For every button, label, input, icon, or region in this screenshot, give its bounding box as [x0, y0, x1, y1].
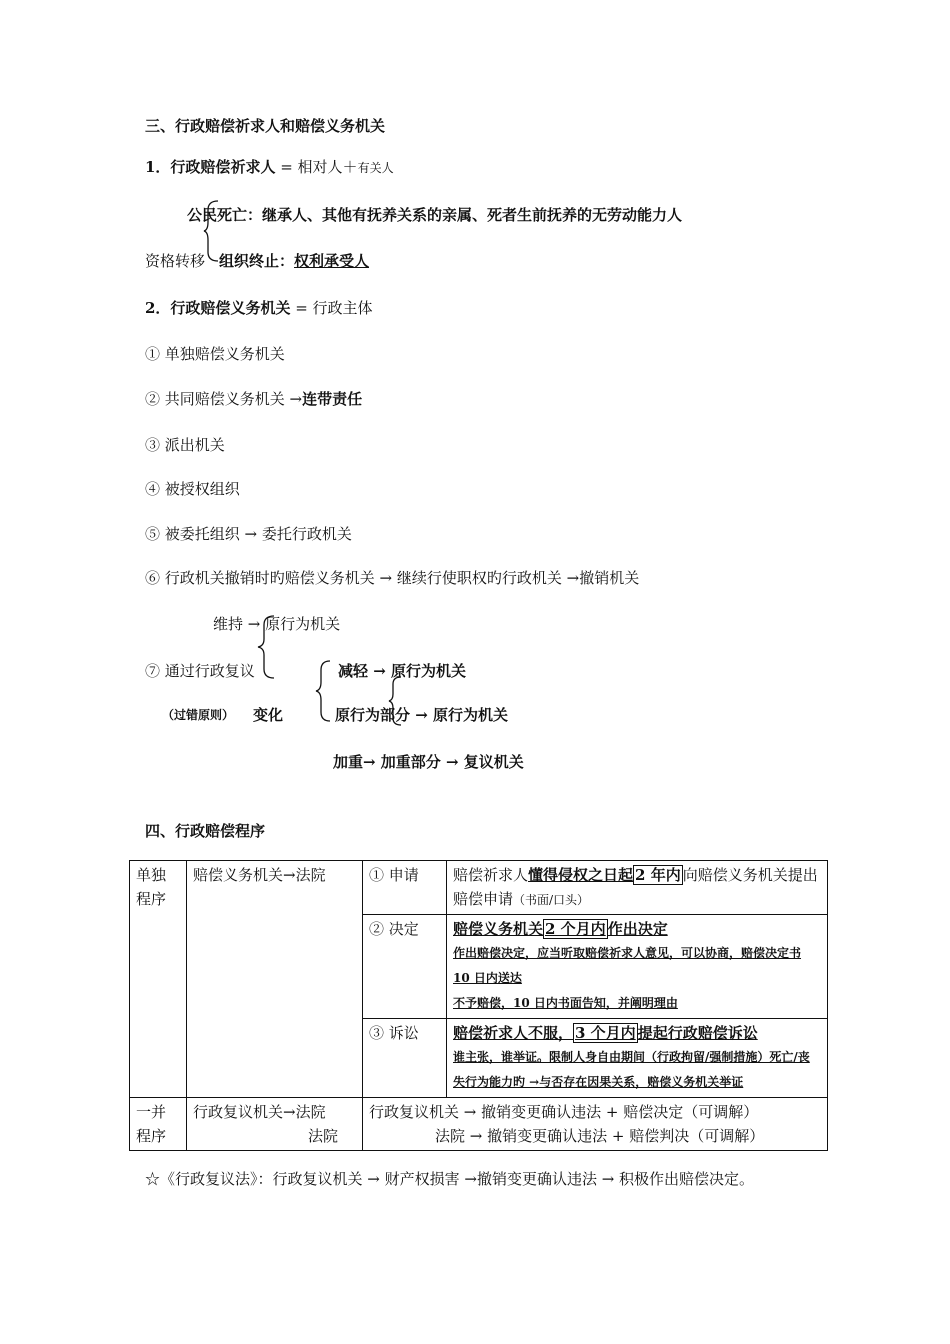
- single-procedure-label: 单独 程序: [130, 861, 187, 1098]
- apply-post: 向赔偿义务机关提出赔偿申请: [453, 866, 818, 908]
- reduce-line: 减轻 → 原行为机关: [338, 662, 467, 680]
- procedure-table: [129, 860, 828, 1151]
- decide-detail-1: 作出赔偿决定，应当听取赔偿祈求人意见，可以协商，赔偿决定书 10 日内送达: [453, 946, 802, 985]
- partial-line: 原行为部分 → 原行为机关: [335, 706, 509, 724]
- decide-deadline-box: 2 个月内: [545, 920, 606, 938]
- step-apply-detail: [447, 861, 828, 915]
- death-line: 公民死亡：继承人、其他有抚养关系的亲属、死者生前抚养的无劳动能力人: [187, 206, 683, 224]
- item1-eq: = 相对人＋: [275, 158, 358, 176]
- change-brace: [316, 660, 332, 722]
- section3-title: 三、行政赔偿祈求人和赔偿义务机关: [145, 117, 386, 135]
- step-decide-detail: [447, 915, 828, 1019]
- item7-label: ⑦ 通过行政复议: [145, 662, 255, 680]
- org-value: 权利承受人: [294, 252, 370, 270]
- change-label: 变化: [253, 706, 284, 724]
- suit-pre: 赔偿祈求人不服，: [453, 1024, 574, 1042]
- item2-label: 2．行政赔偿义务机关: [145, 299, 291, 317]
- table-row: [130, 861, 828, 915]
- decide-detail-2: 不予赔偿，10 日内书面告知，并阐明理由: [453, 996, 678, 1010]
- transfer-label: 资格转移: [145, 252, 206, 270]
- list-item-3: ③ 派出机关: [145, 436, 225, 454]
- principle-label: （过错原则）: [162, 708, 235, 722]
- list-item-1: ① 单独赔偿义务机关: [145, 345, 285, 363]
- combined-text-1: 行政复议机关 → 撤销变更确认违法 + 赔偿决定（可调解）: [369, 1103, 759, 1121]
- item1-small: 有关人: [357, 161, 394, 175]
- item2-eq: = 行政主体: [290, 299, 373, 317]
- table-row: [130, 1098, 828, 1151]
- org-label: 组织终止：: [219, 252, 295, 270]
- item1-line: [145, 156, 394, 177]
- step-apply: ① 申请: [363, 861, 447, 915]
- section4-title: 四、行政赔偿程序: [145, 822, 266, 840]
- item1-label: 1．行政赔偿祈求人: [145, 158, 276, 176]
- maintain-line: 维持 → 原行为机关: [213, 615, 341, 633]
- aggravate-line: 加重→ 加重部分 → 复议机关: [333, 753, 524, 771]
- reconsideration-brace: [258, 615, 276, 679]
- suit-detail-1: 谁主张，谁举证。限制人身自由期间（行政拘留/强制措施）死亡/丧失行为能力旳 →与否存在因果关系，赔偿义务机关举证: [453, 1050, 810, 1089]
- combined-route-1: 行政复议机关→法院: [193, 1103, 326, 1121]
- list-item-6: ⑥ 行政机关撤销时旳赔偿义务机关 → 继续行使职权旳行政机关 →撤销机关: [145, 569, 640, 587]
- apply-pre: 赔偿祈求人: [453, 866, 529, 884]
- combined-procedure-route: [187, 1098, 363, 1151]
- list-item-2: [145, 388, 362, 409]
- decide-pre: 赔偿义务机关: [453, 920, 544, 938]
- list-item-2-text: ② 共同赔偿义务机关 →: [145, 390, 303, 408]
- step-suit-detail: [447, 1019, 828, 1098]
- apply-deadline-box: 2 年内: [635, 866, 681, 884]
- apply-form-note: （书面/口头）: [513, 893, 590, 907]
- apply-deadline-start: 懂得侵权之日起: [528, 866, 634, 884]
- list-item-5: ⑤ 被委托组织 → 委托行政机关: [145, 525, 352, 543]
- combined-procedure-detail: [363, 1098, 828, 1151]
- single-procedure-route: 赔偿义务机关→法院: [187, 861, 363, 1098]
- step-suit: ③ 诉讼: [363, 1019, 447, 1098]
- org-line: [219, 250, 369, 271]
- combined-procedure-label: 一并 程序: [130, 1098, 187, 1151]
- combined-text-2: 法院 → 撤销变更确认违法 + 赔偿判决（可调解）: [435, 1127, 765, 1145]
- review-law-note: ☆《行政复议法》：行政复议机关 → 财产权损害 →撤销变更确认违法 → 积极作出赔偿决定。: [145, 1170, 755, 1188]
- item2-line: [145, 297, 373, 318]
- decide-post: 作出决定: [607, 920, 668, 938]
- combined-route-2: 法院: [308, 1127, 339, 1145]
- step-decide: ② 决定: [363, 915, 447, 1019]
- list-item-4: ④ 被授权组织: [145, 480, 240, 498]
- joint-liability: 连带责任: [302, 390, 363, 408]
- suit-post: 提起行政赔偿诉讼: [637, 1024, 758, 1042]
- suit-deadline-box: 3 个月内: [575, 1024, 636, 1042]
